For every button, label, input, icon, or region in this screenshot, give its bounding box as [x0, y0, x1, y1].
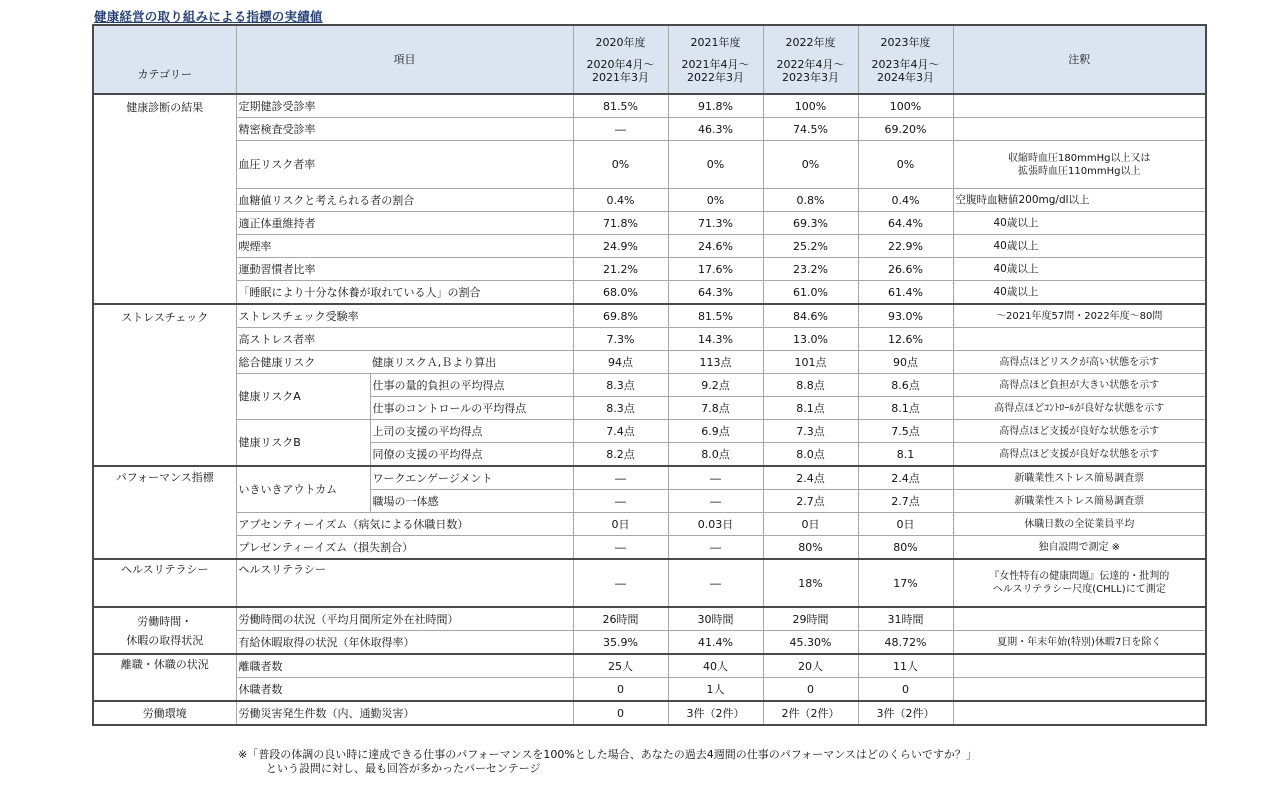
- row-note: 高得点ほど負担が大きい状態を示す: [953, 374, 1206, 397]
- row-value: 31時間: [858, 607, 953, 631]
- row-note: 高得点ほど支援が良好な状態を示す: [953, 420, 1206, 443]
- row-item: 休職者数: [236, 678, 573, 702]
- row-value: 71.3%: [668, 212, 763, 235]
- row-value: ―: [573, 490, 668, 513]
- row-value: 81.5%: [573, 94, 668, 118]
- row-value: 0%: [763, 141, 858, 189]
- row-value: 0.4%: [858, 189, 953, 212]
- row-item: 血圧リスク者率: [236, 141, 573, 189]
- row-value: ―: [573, 536, 668, 560]
- row-item: 血糖値リスクと考えられる者の割合: [236, 189, 573, 212]
- row-item: 適正体重維持者: [236, 212, 573, 235]
- table-row: [93, 281, 1206, 305]
- table-row: [93, 536, 1206, 560]
- row-value: 69.3%: [763, 212, 858, 235]
- row-value: 0日: [763, 513, 858, 536]
- row-value: 80%: [858, 536, 953, 560]
- row-value: 8.1: [858, 443, 953, 467]
- header-item: 項目: [236, 25, 573, 94]
- row-value: 41.4%: [668, 631, 763, 655]
- row-value: 68.0%: [573, 281, 668, 305]
- table-row: [93, 701, 1206, 725]
- row-value: 8.6点: [858, 374, 953, 397]
- header-note: 注釈: [953, 25, 1206, 94]
- row-value: 64.4%: [858, 212, 953, 235]
- row-value: 0.4%: [573, 189, 668, 212]
- row-value: 100%: [763, 94, 858, 118]
- row-note: 高得点ほどｺﾝﾄﾛｰﾙが良好な状態を示す: [953, 397, 1206, 420]
- row-value: 2.7点: [763, 490, 858, 513]
- row-value: 24.9%: [573, 235, 668, 258]
- row-note: 40歳以上: [953, 235, 1206, 258]
- table-row: [93, 559, 1206, 607]
- row-value: 46.3%: [668, 118, 763, 141]
- row-value: ―: [668, 536, 763, 560]
- row-value: 20人: [763, 654, 858, 678]
- row-value: 2.7点: [858, 490, 953, 513]
- row-value: 91.8%: [668, 94, 763, 118]
- row-value: 1人: [668, 678, 763, 702]
- row-note: [953, 328, 1206, 351]
- table-row: [93, 351, 1206, 374]
- row-note: ～2021年度57問・2022年度～80問: [953, 304, 1206, 328]
- row-value: 93.0%: [858, 304, 953, 328]
- row-note: 40歳以上: [953, 212, 1206, 235]
- row-value: 2.4点: [858, 466, 953, 490]
- row-value: 22.9%: [858, 235, 953, 258]
- group-risk-b: 健康リスクB: [236, 420, 370, 467]
- row-value: 48.72%: [858, 631, 953, 655]
- row-value: 18%: [763, 559, 858, 607]
- row-note: 40歳以上: [953, 258, 1206, 281]
- row-value: 12.6%: [858, 328, 953, 351]
- row-value: 0%: [668, 141, 763, 189]
- row-value: ―: [573, 118, 668, 141]
- table-row: [93, 513, 1206, 536]
- footnote: [238, 748, 977, 776]
- row-value: ―: [668, 490, 763, 513]
- row-item: ワークエンゲージメント: [370, 466, 573, 490]
- row-value: 69.20%: [858, 118, 953, 141]
- row-value: 7.3%: [573, 328, 668, 351]
- group-ikiiki: いきいきアウトカム: [236, 466, 370, 513]
- row-note: 高得点ほど支援が良好な状態を示す: [953, 443, 1206, 467]
- row-value: 80%: [763, 536, 858, 560]
- table-row: [93, 94, 1206, 118]
- footnote-line-1: ※「普段の体調の良い時に達成できる仕事のパフォーマンスを100%とした場合、あなたの過去4週間の仕事のパフォーマンスはどのくらいですか？」: [238, 748, 977, 761]
- row-item: プレゼンティーイズム（損失割合）: [236, 536, 573, 560]
- row-note: [953, 678, 1206, 702]
- row-value: 17.6%: [668, 258, 763, 281]
- header-year-2021: 2021年度 2021年4月～ 2022年3月: [668, 25, 763, 94]
- row-item: 精密検査受診率: [236, 118, 573, 141]
- table-row: [93, 235, 1206, 258]
- row-value: 7.5点: [858, 420, 953, 443]
- row-item: 労働時間の状況（平均月間所定外在社時間）: [236, 607, 573, 631]
- row-item: 高ストレス者率: [236, 328, 573, 351]
- row-value: 8.1点: [858, 397, 953, 420]
- category-literacy: ヘルスリテラシー: [93, 559, 236, 607]
- row-value: 7.3点: [763, 420, 858, 443]
- row-value: 40人: [668, 654, 763, 678]
- table-row: [93, 118, 1206, 141]
- row-value: 0: [573, 678, 668, 702]
- header-year-2023: 2023年度 2023年4月～ 2024年3月: [858, 25, 953, 94]
- row-value: 0: [858, 678, 953, 702]
- row-value: 7.4点: [573, 420, 668, 443]
- row-value: 11人: [858, 654, 953, 678]
- group-total-risk: 総合健康リスク: [236, 351, 370, 374]
- table-row: [93, 189, 1206, 212]
- row-item: 仕事の量的負担の平均得点: [370, 374, 573, 397]
- row-value: 90点: [858, 351, 953, 374]
- row-item: 有給休暇取得の状況（年休取得率）: [236, 631, 573, 655]
- row-item: 運動習慣者比率: [236, 258, 573, 281]
- row-item: ストレスチェック受験率: [236, 304, 573, 328]
- row-value: 8.3点: [573, 374, 668, 397]
- table-row: [93, 304, 1206, 328]
- row-value: 8.3点: [573, 397, 668, 420]
- row-value: 6.9点: [668, 420, 763, 443]
- indicator-table: [92, 24, 1207, 726]
- row-value: 0%: [668, 189, 763, 212]
- row-value: 0.03日: [668, 513, 763, 536]
- row-value: 9.2点: [668, 374, 763, 397]
- row-item: 定期健診受診率: [236, 94, 573, 118]
- row-note: 40歳以上: [953, 281, 1206, 305]
- header-year-2020: 2020年度 2020年4月～ 2021年3月: [573, 25, 668, 94]
- row-value: 64.3%: [668, 281, 763, 305]
- row-value: ―: [668, 466, 763, 490]
- row-value: 25.2%: [763, 235, 858, 258]
- row-value: 8.1点: [763, 397, 858, 420]
- row-value: ―: [668, 559, 763, 607]
- table-row: [93, 607, 1206, 631]
- category-performance: パフォーマンス指標: [93, 466, 236, 559]
- table-row: [93, 631, 1206, 655]
- row-item: 離職者数: [236, 654, 573, 678]
- row-value: 0: [763, 678, 858, 702]
- row-value: 61.0%: [763, 281, 858, 305]
- table-row: [93, 141, 1206, 189]
- row-value: 94点: [573, 351, 668, 374]
- row-value: 100%: [858, 94, 953, 118]
- row-value: 26時間: [573, 607, 668, 631]
- page-title: 健康経営の取り組みによる指標の実績値: [94, 9, 323, 24]
- row-item: 健康リスクＡ,Ｂより算出: [370, 351, 573, 374]
- row-value: 8.0点: [668, 443, 763, 467]
- row-item: 労働災害発生件数（内、通勤災害）: [236, 701, 573, 725]
- row-value: 113点: [668, 351, 763, 374]
- row-item: ヘルスリテラシー: [236, 559, 573, 607]
- footnote-line-2: という設問に対し、最も回答が多かったパーセンテージ: [266, 762, 541, 775]
- row-value: 29時間: [763, 607, 858, 631]
- row-item: アブセンティーイズム（病気による休職日数）: [236, 513, 573, 536]
- category-leave: 離職・休職の状況: [93, 654, 236, 701]
- row-note: 新職業性ストレス簡易調査票: [953, 490, 1206, 513]
- category-checkup: 健康診断の結果: [93, 94, 236, 304]
- header-row: [93, 25, 1206, 94]
- row-value: 3件（2件）: [858, 701, 953, 725]
- row-item: 同僚の支援の平均得点: [370, 443, 573, 467]
- row-value: 101点: [763, 351, 858, 374]
- table-row: [93, 258, 1206, 281]
- table-row: [93, 654, 1206, 678]
- row-value: 0%: [858, 141, 953, 189]
- row-value: 24.6%: [668, 235, 763, 258]
- row-item: 職場の一体感: [370, 490, 573, 513]
- row-note: [953, 654, 1206, 678]
- row-value: 61.4%: [858, 281, 953, 305]
- row-value: 8.2点: [573, 443, 668, 467]
- group-risk-a: 健康リスクA: [236, 374, 370, 420]
- table-row: [93, 328, 1206, 351]
- row-value: 0: [573, 701, 668, 725]
- category-env: 労働環境: [93, 701, 236, 725]
- row-note: 収縮時血圧180mmHg以上又は 拡張時血圧110mmHg以上: [953, 141, 1206, 189]
- row-note: 夏期・年末年始(特別)休暇7日を除く: [953, 631, 1206, 655]
- row-value: 8.8点: [763, 374, 858, 397]
- row-value: 71.8%: [573, 212, 668, 235]
- table-row: [93, 420, 1206, 443]
- row-value: 45.30%: [763, 631, 858, 655]
- row-item: 上司の支援の平均得点: [370, 420, 573, 443]
- row-value: 3件（2件）: [668, 701, 763, 725]
- row-value: 2.4点: [763, 466, 858, 490]
- row-note: 休職日数の全従業員平均: [953, 513, 1206, 536]
- row-note: [953, 607, 1206, 631]
- row-note: [953, 118, 1206, 141]
- row-value: 13.0%: [763, 328, 858, 351]
- row-note: 新職業性ストレス簡易調査票: [953, 466, 1206, 490]
- table-row: [93, 212, 1206, 235]
- row-value: 17%: [858, 559, 953, 607]
- row-note: 高得点ほどリスクが高い状態を示す: [953, 351, 1206, 374]
- row-item: 仕事のコントロールの平均得点: [370, 397, 573, 420]
- row-value: 69.8%: [573, 304, 668, 328]
- row-note: 『女性特有の健康問題』伝達的・批判的 ヘルスリテラシー尺度(CHLL)にて測定: [953, 559, 1206, 607]
- row-item: 「睡眠により十分な休養が取れている人」の割合: [236, 281, 573, 305]
- row-value: 35.9%: [573, 631, 668, 655]
- row-value: 2件（2件）: [763, 701, 858, 725]
- row-value: 0.8%: [763, 189, 858, 212]
- row-note: 空腹時血糖値200mg/dl以上: [953, 189, 1206, 212]
- category-stress: ストレスチェック: [93, 304, 236, 466]
- table-row: [93, 374, 1206, 397]
- header-category: カテゴリー: [93, 25, 236, 94]
- row-value: 7.8点: [668, 397, 763, 420]
- row-value: 0日: [858, 513, 953, 536]
- row-value: 0%: [573, 141, 668, 189]
- row-value: 74.5%: [763, 118, 858, 141]
- row-value: ―: [573, 559, 668, 607]
- row-value: 0日: [573, 513, 668, 536]
- row-value: 8.0点: [763, 443, 858, 467]
- row-value: 14.3%: [668, 328, 763, 351]
- row-note: [953, 701, 1206, 725]
- row-value: 81.5%: [668, 304, 763, 328]
- table-row: [93, 678, 1206, 702]
- row-value: 23.2%: [763, 258, 858, 281]
- row-note: [953, 94, 1206, 118]
- row-value: 84.6%: [763, 304, 858, 328]
- row-value: 26.6%: [858, 258, 953, 281]
- category-work-hours: 労働時間・ 休暇の取得状況: [93, 607, 236, 654]
- table-row: [93, 466, 1206, 490]
- row-note: 独自設問で測定 ※: [953, 536, 1206, 560]
- row-value: ―: [573, 466, 668, 490]
- header-year-2022: 2022年度 2022年4月～ 2023年3月: [763, 25, 858, 94]
- row-value: 25人: [573, 654, 668, 678]
- row-value: 21.2%: [573, 258, 668, 281]
- row-item: 喫煙率: [236, 235, 573, 258]
- row-value: 30時間: [668, 607, 763, 631]
